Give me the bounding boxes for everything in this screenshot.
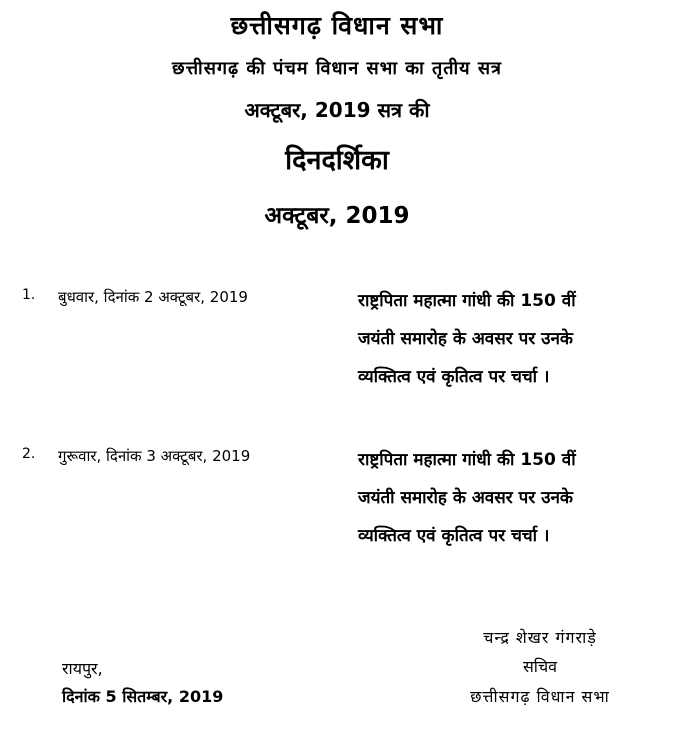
entry-description-line: राष्ट्रपिता महात्मा गांधी की 150 वीं: [358, 450, 576, 470]
document-subtitle: छत्तीसगढ़ की पंचम विधान सभा का तृतीय सत्र: [171, 58, 502, 79]
entry-number: 1.: [22, 287, 36, 303]
entry-description-line: व्यक्तित्व एवं कृतित्व पर चर्चा ।: [358, 526, 550, 546]
entry-description: [358, 441, 658, 555]
entry-description-line: राष्ट्रपिता महात्मा गांधी की 150 वीं: [358, 291, 576, 311]
footer-place: रायपुर,: [62, 659, 103, 678]
entry-date: गुरूवार, दिनांक 3 अक्टूबर, 2019: [58, 447, 251, 465]
entry-description-line: व्यक्तित्व एवं कृतित्व पर चर्चा ।: [358, 367, 550, 387]
entry-date: बुधवार, दिनांक 2 अक्टूबर, 2019: [58, 288, 248, 306]
session-line: अक्टूबर, 2019 सत्र की: [244, 98, 430, 122]
calendar-title: दिनदर्शिका: [285, 145, 389, 176]
month-heading: अक्टूबर, 2019: [264, 203, 410, 229]
entry-number: 2.: [22, 446, 36, 462]
signatory-organization: छत्तीसगढ़ विधान सभा: [470, 687, 610, 706]
signatory-designation: सचिव: [522, 657, 558, 676]
document-title: छत्तीसगढ़ विधान सभा: [230, 11, 444, 40]
signatory-name: चन्द्र शेखर गंगराड़े: [483, 628, 597, 647]
entry-description-line: जयंती समारोह के अवसर पर उनके: [358, 488, 573, 508]
entry-description: [358, 282, 658, 396]
footer-date: दिनांक 5 सितम्बर, 2019: [62, 687, 224, 706]
entry-description-line: जयंती समारोह के अवसर पर उनके: [358, 329, 573, 349]
